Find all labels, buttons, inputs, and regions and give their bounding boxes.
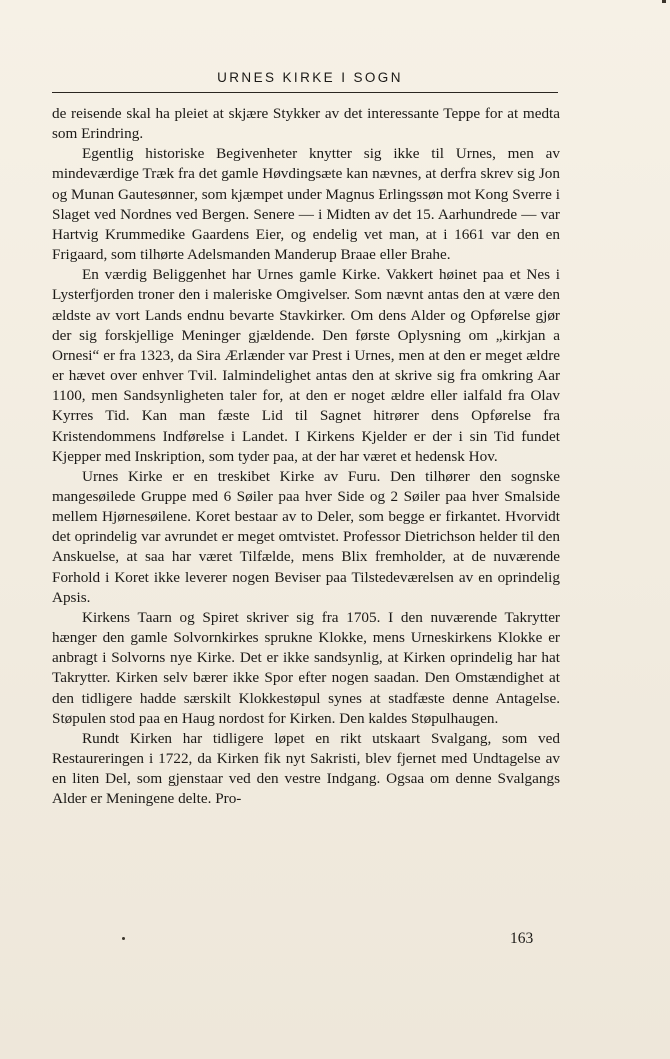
paragraph-gallery: Rundt Kirken har tidligere løpet en rikt utskaart Svalgang, som ved Restaureringen i 1722, da Kirken fik nyt Sakristi, blev fjernet med Undtagelse av en liten Del, som gjenstaar ved den vestre Indgang. Ogsaa om denne Svalgangs Alder er Meningene delte. Pro- xyxy=(52,729,560,808)
paragraph-continuation: de reisende skal ha pleiet at skjære Stykker av det interessante Teppe for at medta som Erindring. xyxy=(52,105,560,143)
header-rule xyxy=(52,92,558,93)
footer-dot xyxy=(122,937,125,940)
page-number: 163 xyxy=(510,930,534,947)
body-text xyxy=(52,104,560,809)
corner-mark xyxy=(662,0,666,3)
paragraph-history: Egentlig historiske Begivenheter knytter sig ikke til Urnes, men av mindeværdige Træk fra det gamle Høvdingsæte kan nævnes, at derfra skrev sig Jon og Munan Gautesønner, som kjæmpet under Magnus Erlingssøn mot Kong Sverre i Slaget ved Nordnes ved Bergen. Senere — i Midten av det 15. Aarhundrede — var Hartvig Krummedike Gaardens Eier, og endelig vet man, at i 1661 var den en Frigaard, som tilhørte Adelsmanden Manderup Braae eller Brahe. xyxy=(52,145,560,264)
paragraph-construction: Urnes Kirke er en treskibet Kirke av Furu. Den tilhører den sognske mangesøilede Gruppe med 6 Søiler paa hver Side og 2 Søiler paa hver Smalside mellem Hjørnesøilene. Koret bestaar av to Deler, som begge er firkantet. Hvorvidt det oprindelig var avrundet er meget omtvistet. Professor Dietrichson helder til den Anskuelse, at saa har været Tilfælde, mens Blix fremholder, at de nuværende Forhold i Koret ikke leverer nogen Beviser paa Tilstedeværelsen av en oprindelig Apsis. xyxy=(52,467,560,606)
paragraph-tower: Kirkens Taarn og Spiret skriver sig fra 1705. I den nuværende Takrytter hænger den gamle Solvornkirkes sprukne Klokke, mens Urneskirkens Klokke er anbragt i Solvorns nye Kirke. Det er ikke sandsynlig, at Kirken oprindelig har hat Takrytter. Kirken selv bærer ikke Spor efter nogen saadan. Den Omstændighet at den tidligere hadde særskilt Klokkestøpul synes at stadfæste denne Antagelse. Støpulen stod paa en Haug nordost for Kirken. Den kaldes Støpulhaugen. xyxy=(52,608,560,727)
paragraph-location: En værdig Beliggenhet har Urnes gamle Kirke. Vakkert høinet paa et Nes i Lysterfjorden troner den i maleriske Omgivelser. Som nævnt antas den at være den ældste av vort Lands endnu bevarte Stavkirker. Om dens Alder og Opførelse gjør der sig forskjellige Meninger gjældende. Den første Oplysning om „kirkjan a Ornesi“ er fra 1323, da Sira Ærlænder var Prest i Urnes, men at den er meget ældre er hævet over enhver Tvil. Ialmindelighet antas den at skrive sig fra omkring Aar 1100, men Sandsynligheten taler for, at den er noget ældre eller ialfald fra Olav Kyrres Tid. Kan man fæste Lid til Sagnet hitrører dens Opførelse fra Kristendommens Indførelse i Landet. I Kirkens Kjelder er der i sin Tid fundet Kjepper med Inskription, som tyder paa, at der har været et hedensk Hov. xyxy=(52,266,560,465)
running-header: URNES KIRKE I SOGN xyxy=(217,70,403,85)
